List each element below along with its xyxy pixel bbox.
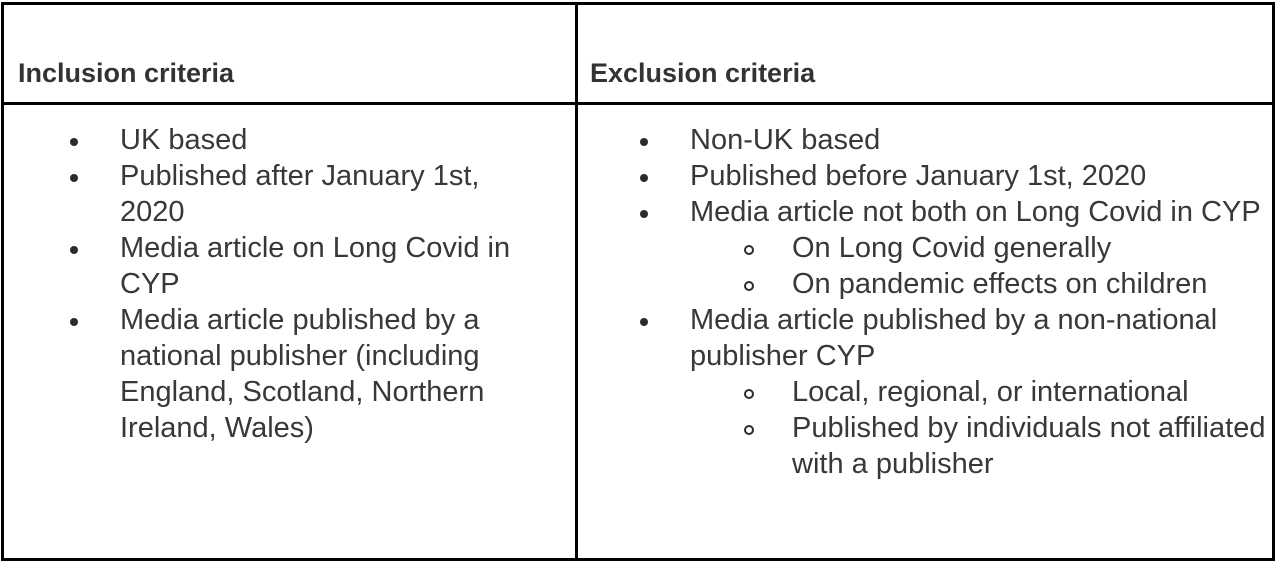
- inclusion-header: Inclusion criteria: [18, 58, 235, 88]
- sublist-item-text: Published by individuals not affiliated with a publisher: [792, 412, 1266, 480]
- list-item: [690, 302, 1270, 482]
- sublist-item: [792, 410, 1270, 482]
- list-item: [690, 158, 1270, 194]
- bullet-icon: [70, 318, 78, 326]
- list-item: [690, 122, 1270, 158]
- list-item: [120, 122, 550, 158]
- criteria-table: [1, 2, 1275, 561]
- circle-bullet-icon: [744, 389, 754, 399]
- sublist-item: [792, 266, 1270, 302]
- bullet-icon: [70, 174, 78, 182]
- circle-bullet-icon: [744, 245, 754, 255]
- list-item-text: Published before January 1st, 2020: [690, 160, 1147, 192]
- list-item-text: Published after January 1st, 2020: [120, 160, 480, 228]
- bullet-icon: [640, 318, 648, 326]
- list-item: [120, 158, 550, 230]
- sublist: [690, 374, 1270, 482]
- list-item: [120, 230, 550, 302]
- bullet-icon: [640, 210, 648, 218]
- sublist-item: [792, 230, 1270, 266]
- circle-bullet-icon: [744, 281, 754, 291]
- header-divider: [4, 102, 1272, 105]
- sublist-item-text: Local, regional, or international: [792, 376, 1189, 408]
- list-item-text: Media article on Long Covid in CYP: [120, 232, 511, 300]
- bullet-icon: [640, 174, 648, 182]
- sublist-item: [792, 374, 1270, 410]
- exclusion-list: [690, 122, 1270, 482]
- sublist: [690, 230, 1270, 302]
- sublist-item-text: On pandemic effects on children: [792, 268, 1208, 300]
- bullet-icon: [640, 138, 648, 146]
- list-item: [120, 302, 550, 446]
- list-item-text: UK based: [120, 124, 248, 156]
- sublist-item-text: On Long Covid generally: [792, 232, 1112, 264]
- exclusion-header: Exclusion criteria: [590, 58, 816, 88]
- list-item-text: Media article published by a national publisher (including England, Scotland, Northern Ireland, Wales): [120, 304, 485, 444]
- list-item-text: Non-UK based: [690, 124, 881, 156]
- inclusion-list: [120, 122, 550, 446]
- bullet-icon: [70, 246, 78, 254]
- list-item-text: Media article published by a non-national publisher CYP: [690, 304, 1218, 372]
- column-divider: [575, 5, 578, 558]
- circle-bullet-icon: [744, 425, 754, 435]
- list-item: [690, 194, 1270, 302]
- bullet-icon: [70, 138, 78, 146]
- list-item-text: Media article not both on Long Covid in CYP: [690, 196, 1261, 228]
